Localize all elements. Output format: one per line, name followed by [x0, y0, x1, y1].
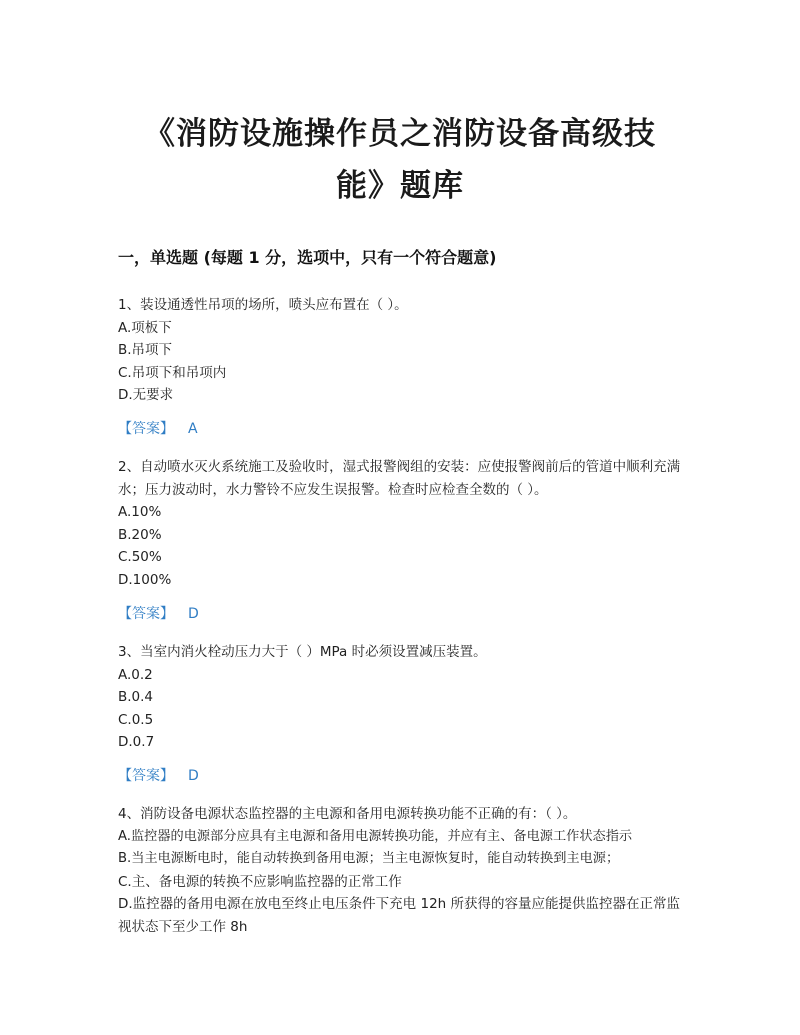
title-line-1: 《消防设施操作员之消防设备高级技 — [144, 116, 656, 152]
title-line-2: 能》题库 — [336, 168, 464, 204]
question-1 — [118, 294, 688, 440]
section-heading: 一，单选题 (每题 1 分，选项中，只有一个符合题意) — [118, 248, 497, 267]
option-d: D.0.7 — [118, 734, 155, 751]
option-a: A.10% — [118, 504, 162, 521]
answer-label: 【答案】 — [118, 420, 174, 437]
question-text: 2、自动喷水灭火系统施工及验收时，湿式报警阀组的安装：应使报警阀前后的管道中顺利充满水；压力波动时，水力警铃不应发生误报警。检查时应检查全数的（ ）。 — [118, 459, 681, 498]
question-3 — [118, 641, 688, 787]
answer-value: D — [188, 605, 199, 622]
option-d: D.无要求 — [118, 387, 174, 404]
question-4 — [118, 803, 683, 939]
option-d: D.100% — [118, 571, 172, 588]
answer-value: A — [188, 420, 198, 437]
option-b: B.吊项下 — [118, 342, 173, 359]
question-text: 1、装设通透性吊项的场所，喷头应布置在（ ）。 — [118, 297, 408, 313]
option-a: A.监控器的电源部分应具有主电源和备用电源转换功能，并应有主、备电源工作状态指示 — [118, 828, 633, 844]
answer-label: 【答案】 — [118, 605, 174, 622]
option-a: A.0.2 — [118, 666, 153, 683]
option-b: B.20% — [118, 526, 162, 543]
document-title — [110, 108, 690, 212]
option-c: C.主、备电源的转换不应影响监控器的正常工作 — [118, 873, 402, 890]
answer-line — [118, 418, 688, 440]
answer-line — [118, 603, 688, 625]
option-b: B.0.4 — [118, 689, 154, 706]
answer-value: D — [188, 767, 199, 784]
question-text: 4、消防设备电源状态监控器的主电源和备用电源转换功能不正确的有：（ ）。 — [118, 806, 577, 822]
answer-label: 【答案】 — [118, 767, 174, 784]
question-2 — [118, 456, 688, 625]
question-text: 3、当室内消火栓动压力大于（ ）MPa 时必须设置减压装置。 — [118, 644, 487, 660]
option-a: A.项板下 — [118, 319, 172, 336]
option-b: B.当主电源断电时，能自动转换到备用电源；当主电源恢复时，能自动转换到主电源； — [118, 851, 620, 867]
option-c: C.50% — [118, 549, 162, 566]
answer-line — [118, 765, 688, 787]
option-c: C.吊项下和吊项内 — [118, 364, 227, 381]
option-c: C.0.5 — [118, 711, 154, 728]
option-d: D.监控器的备用电源在放电至终止电压条件下充电 12h 所获得的容量应能提供监控器在正常监视状态下至少工作 8h — [118, 896, 681, 935]
